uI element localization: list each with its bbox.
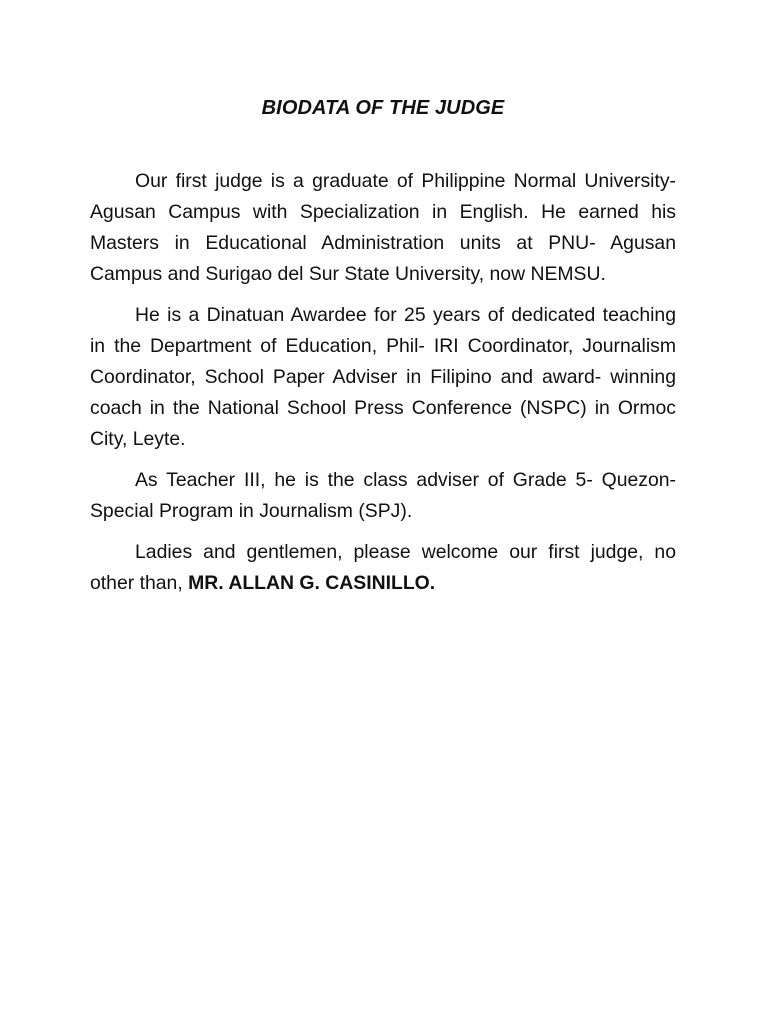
paragraph-closing: [90, 537, 676, 599]
paragraph-current-role: As Teacher III, he is the class adviser of Grade 5- Quezon- Special Program in Journalism (SPJ).: [90, 469, 676, 522]
closing-text: Ladies and gentlemen, please welcome our first judge, no other than,: [90, 541, 676, 594]
document-title: BIODATA OF THE JUDGE: [261, 97, 505, 119]
paragraph-awards: He is a Dinatuan Awardee for 25 years of dedicated teaching in the Department of Education, Phil- IRI Coordinator, Journalism Coordinator, School Paper Adviser in Filipino and award- winning coach in the National School Press Conference (NSPC) in Ormoc City, Leyte.: [90, 304, 676, 450]
document-page: [90, 92, 676, 609]
judge-name: MR. ALLAN G. CASINILLO.: [188, 572, 436, 594]
paragraph-education: Our first judge is a graduate of Philippine Normal University- Agusan Campus with Specialization in English. He earned his Masters in Educational Administration units at PNU- Agusan Campus and Surigao del Sur State University, now NEMSU.: [90, 170, 676, 285]
